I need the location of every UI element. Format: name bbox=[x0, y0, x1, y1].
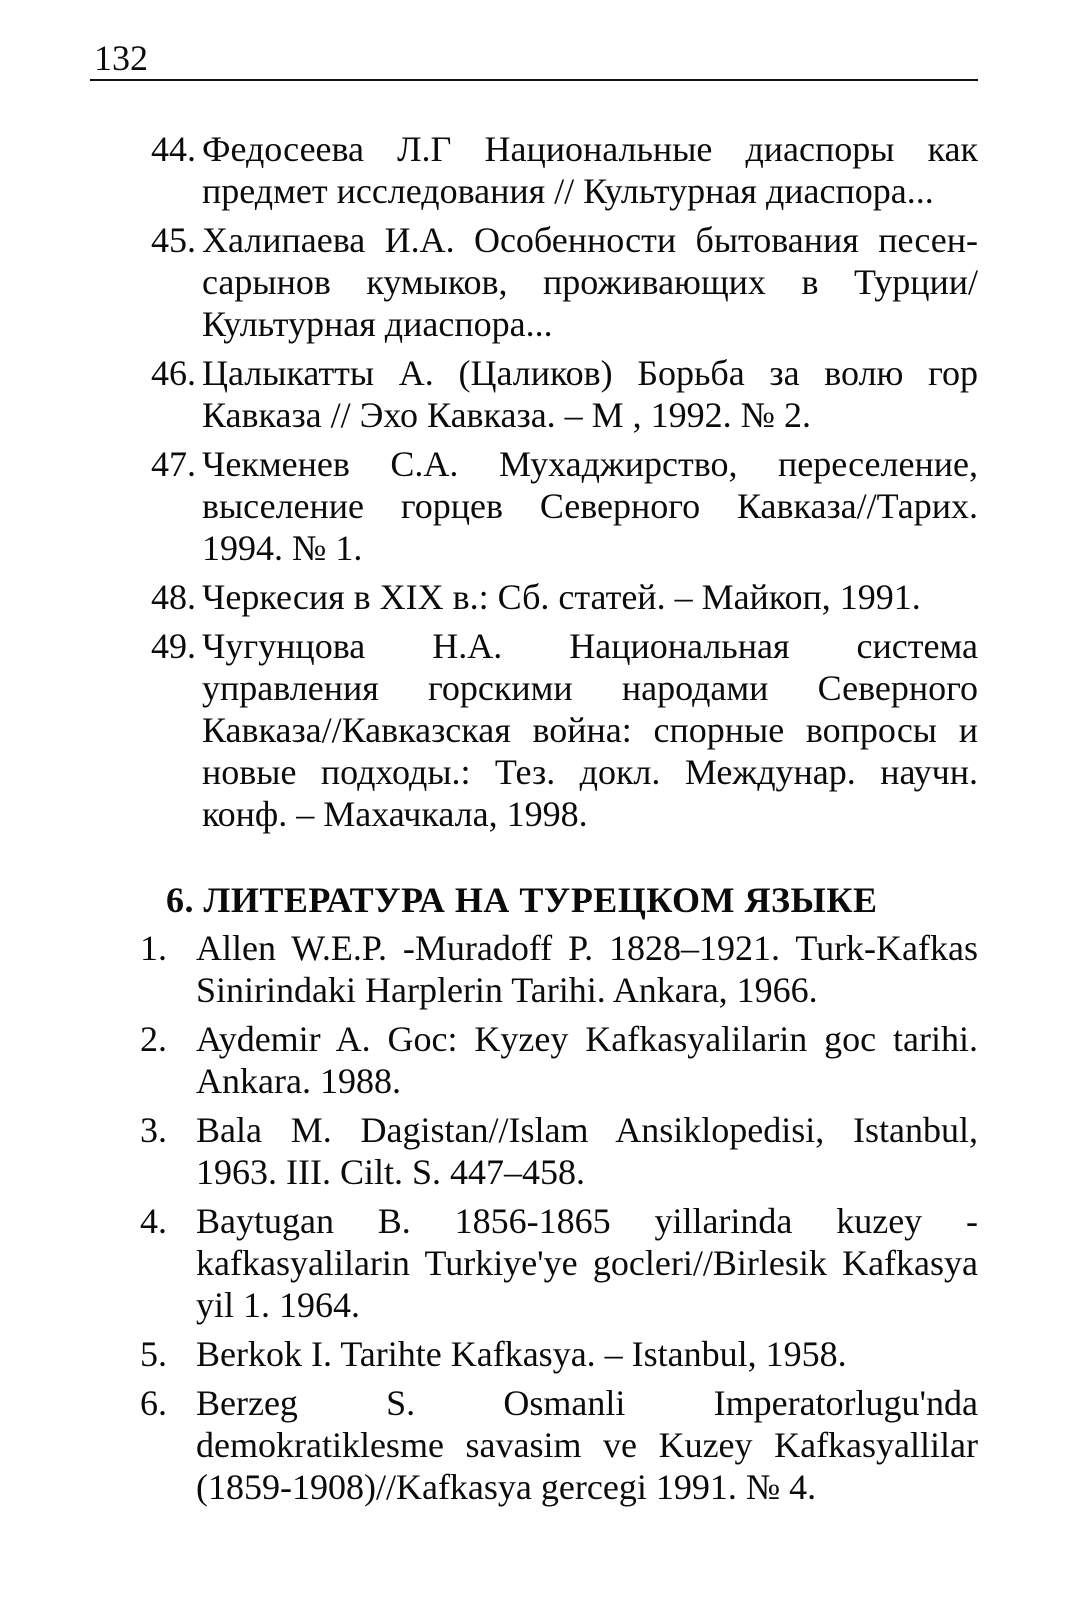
entry-text: Allen W.E.P. -Muradoff P. 1828–1921. Turk-Kafkas Sinirindaki Harplerin Tarihi. Ankara, 1966. bbox=[196, 928, 978, 1010]
russian-bibliography-list bbox=[140, 128, 978, 835]
entry-number: 47. bbox=[151, 444, 196, 484]
entry-number: 46. bbox=[151, 353, 196, 393]
entry-number: 45. bbox=[151, 220, 196, 260]
bibliography-entry bbox=[140, 1382, 978, 1508]
entry-number: 49. bbox=[151, 626, 196, 666]
bibliography-entry bbox=[140, 1200, 978, 1326]
entry-text: Чугунцова Н.А. Национальная система управления горскими народами Северного Кавказа//Кавказская война: спорные вопросы и новые подходы.: Тез. докл. Междунар. научн. конф. – Махачкала, 1998. bbox=[202, 626, 978, 834]
page-content bbox=[140, 128, 978, 1515]
bibliography-entry bbox=[140, 1018, 978, 1102]
bibliography-entry bbox=[140, 128, 978, 212]
entry-text: Черкесия в XIX в.: Сб. статей. – Майкоп, 1991. bbox=[202, 577, 921, 617]
page-number: 132 bbox=[94, 38, 148, 78]
entry-number: 48. bbox=[151, 577, 196, 617]
entry-text: Berzeg S. Osmanli Imperatorlugu'nda demokratiklesme savasim ve Kuzey Kafkasyallilar (1859-1908)//Kafkasya gercegi 1991. № 4. bbox=[196, 1383, 978, 1507]
bibliography-entry bbox=[140, 927, 978, 1011]
entry-number: 5. bbox=[140, 1334, 167, 1374]
bibliography-entry bbox=[140, 1109, 978, 1193]
entry-text: Чекменев С.А. Мухаджирство, переселение, выселение горцев Северного Кавказа//Тарих. 1994. № 1. bbox=[202, 444, 978, 568]
entry-text: Федосеева Л.Г Национальные диаспоры как предмет исследования // Культурная диаспора... bbox=[202, 129, 978, 211]
bibliography-entry bbox=[140, 625, 978, 835]
entry-number: 4. bbox=[140, 1201, 167, 1241]
bibliography-entry bbox=[140, 219, 978, 345]
entry-number: 2. bbox=[140, 1019, 167, 1059]
bibliography-entry bbox=[140, 443, 978, 569]
section-number: 6. bbox=[166, 880, 194, 920]
bibliography-entry bbox=[140, 576, 978, 618]
section-heading bbox=[140, 879, 978, 921]
entry-number: 3. bbox=[140, 1110, 167, 1150]
entry-text: Aydemir A. Goc: Kyzey Kafkasyalilarin goc tarihi. Ankara. 1988. bbox=[196, 1019, 978, 1101]
section-title: ЛИТЕРАТУРА НА ТУРЕЦКОМ ЯЗЫКЕ bbox=[203, 880, 878, 920]
header-rule bbox=[90, 79, 978, 81]
entry-text: Bala M. Dagistan//Islam Ansiklopedisi, Istanbul, 1963. III. Cilt. S. 447–458. bbox=[196, 1110, 978, 1192]
bibliography-entry bbox=[140, 352, 978, 436]
turkish-bibliography-list bbox=[140, 927, 978, 1508]
entry-text: Цалыкатты А. (Цаликов) Борьба за волю гор Кавказа // Эхо Кавказа. – М , 1992. № 2. bbox=[202, 353, 978, 435]
entry-number: 6. bbox=[140, 1383, 167, 1423]
entry-number: 1. bbox=[140, 928, 167, 968]
entry-number: 44. bbox=[151, 129, 196, 169]
bibliography-entry bbox=[140, 1333, 978, 1375]
entry-text: Berkok I. Tarihte Kafkasya. – Istanbul, 1958. bbox=[196, 1334, 847, 1374]
entry-text: Baytugan B. 1856-1865 yillarinda kuzey - kafkasyalilarin Turkiye'ye gocleri//Birlesik Kafkasya yil 1. 1964. bbox=[196, 1201, 978, 1325]
entry-text: Халипаева И.А. Особенности бытования песен-сарынов кумыков, проживающих в Турции/Культурная диаспора... bbox=[202, 220, 978, 344]
